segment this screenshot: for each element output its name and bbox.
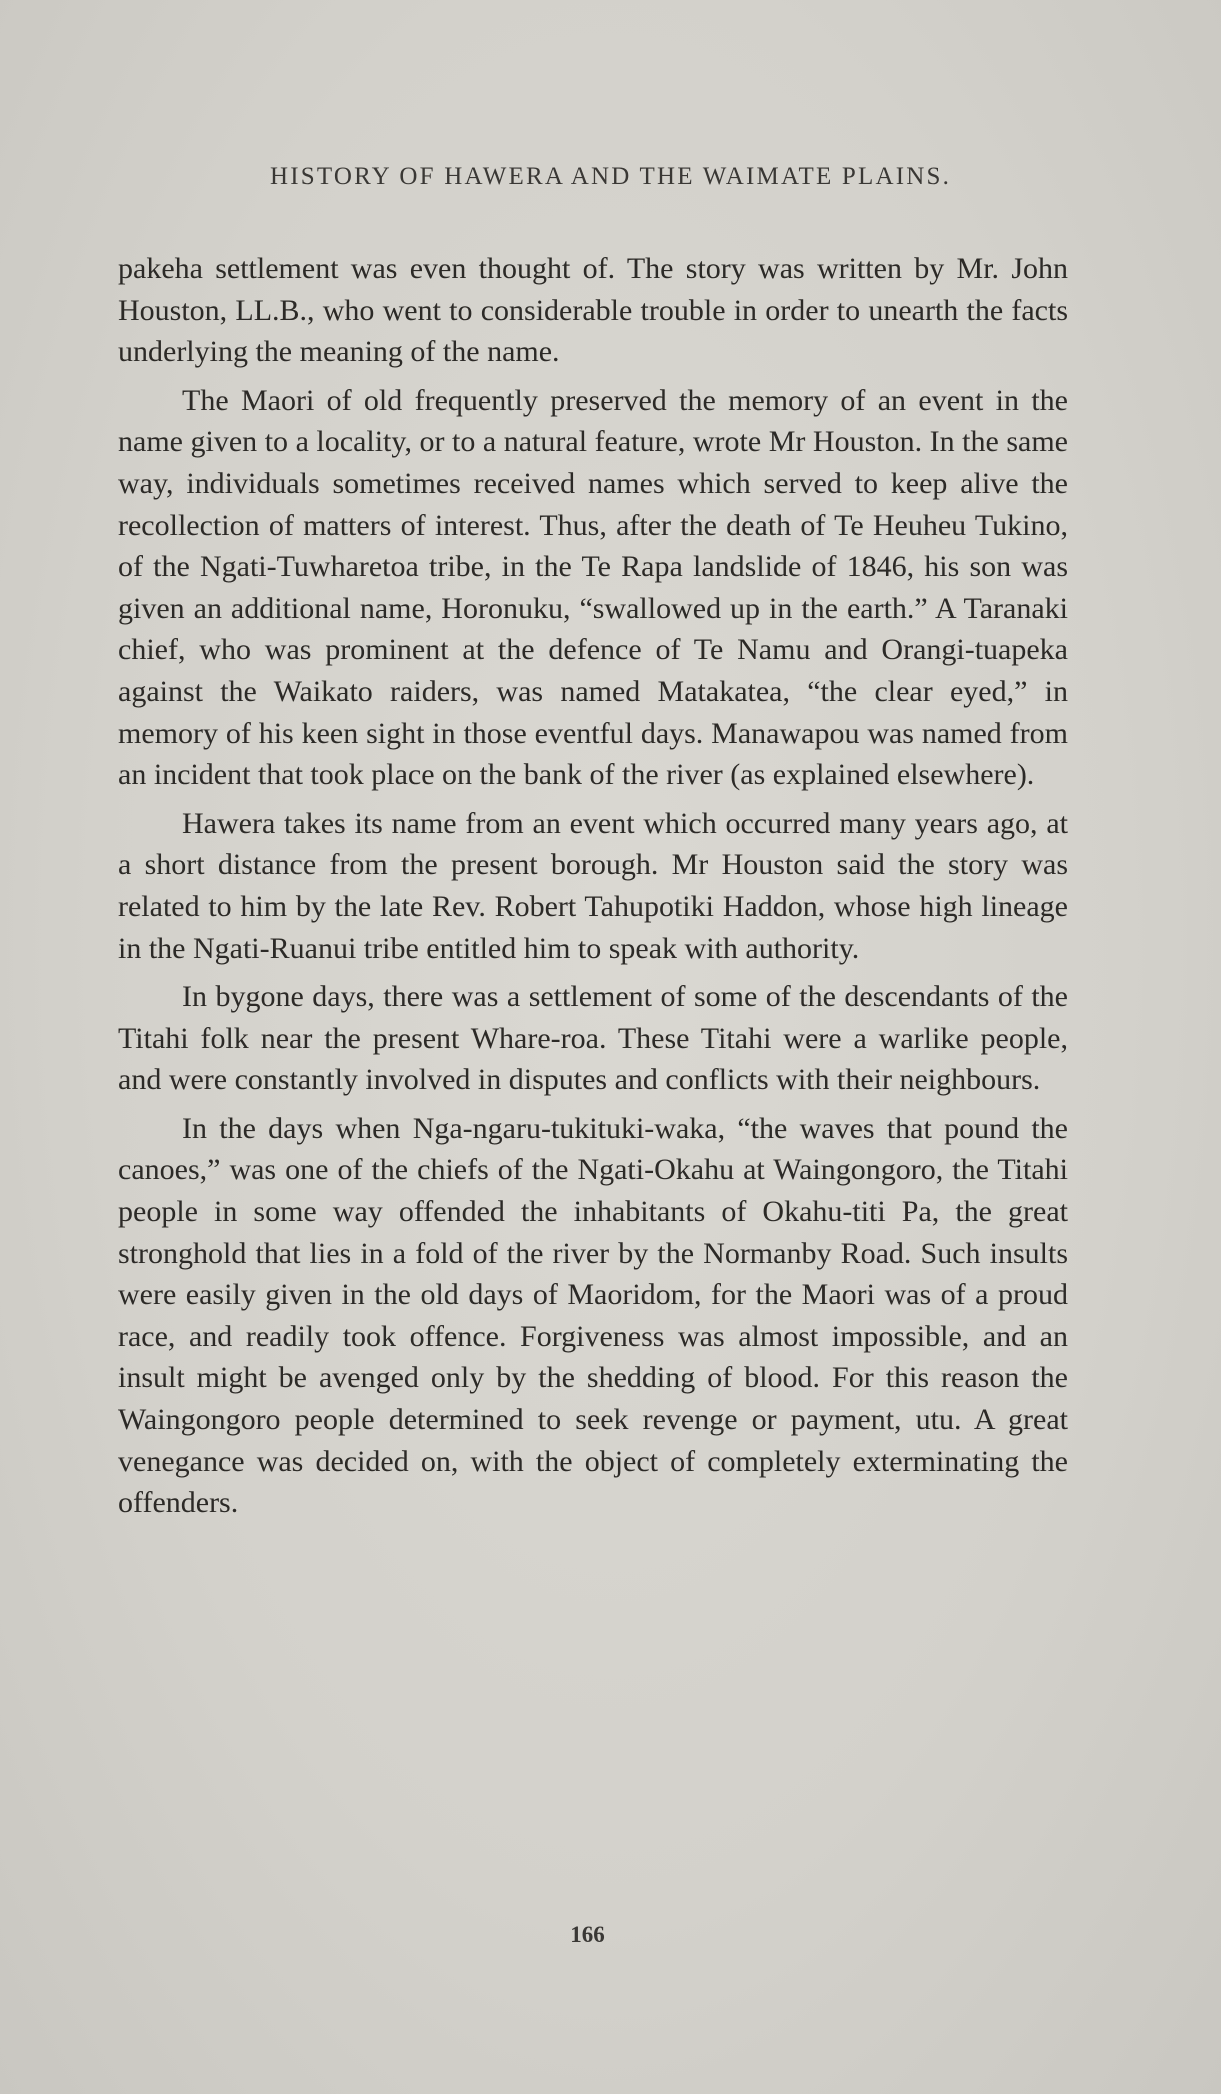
running-head: HISTORY OF HAWERA AND THE WAIMATE PLAINS.: [269, 163, 952, 190]
body-text: [118, 248, 1068, 1524]
paragraph-5: In the days when Nga-ngaru-tukituki-waka, “the waves that pound the canoes,” was one of the chiefs of the Ngati-Okahu at Waingongoro, the Titahi people in some way offended the inhabitants of Okahu-titi Pa, the great stronghold that lies in a fold of the river by the Normanby Road. Such insults were easily given in the old days of Maoridom, for the Maori was of a proud race, and readily took offence. Forgiveness was almost impossible, and an insult might be avenged only by the shedding of blood. For this reason the Waingongoro people determined to seek revenge or payment, utu. A great venegance was decided on, with the object of completely exterminating the offenders.: [118, 1111, 1068, 1520]
paragraph-4: In bygone days, there was a settlement of some of the descendants of the Titahi folk near the present Whare-roa. These Titahi were a warlike people, and were constantly involved in disputes and conflicts with their neighbours.: [118, 980, 1068, 1097]
paragraph-2: The Maori of old frequently preserved the memory of an event in the name given to a locality, or to a natural feature, wrote Mr Houston. In the same way, individuals sometimes received names which served to keep alive the recollection of matters of interest. Thus, after the death of Te Heuheu Tukino, of the Ngati-Tuwharetoa tribe, in the Te Rapa landslide of 1846, his son was given an additional name, Horonuku, “swallowed up in the earth.” A Taranaki chief, who was prominent at the defence of Te Namu and Orangi-tuapeka against the Waikato raiders, was named Matakatea, “the clear eyed,” in memory of his keen sight in those eventful days. Manawapou was named from an incident that took place on the bank of the river (as explained elsewhere).: [118, 383, 1068, 792]
paragraph-1: pakeha settlement was even thought of. The story was written by Mr. John Houston, LL.B., who went to considerable trouble in order to unearth the facts underlying the meaning of the name.: [118, 252, 1068, 369]
paragraph-3: Hawera takes its name from an event which occurred many years ago, at a short distance from the present borough. Mr Houston said the story was related to him by the late Rev. Robert Tahupotiki Haddon, whose high lineage in the Ngati-Ruanui tribe entitled him to speak with authority.: [118, 806, 1068, 965]
page-number: 166: [570, 1922, 605, 1947]
